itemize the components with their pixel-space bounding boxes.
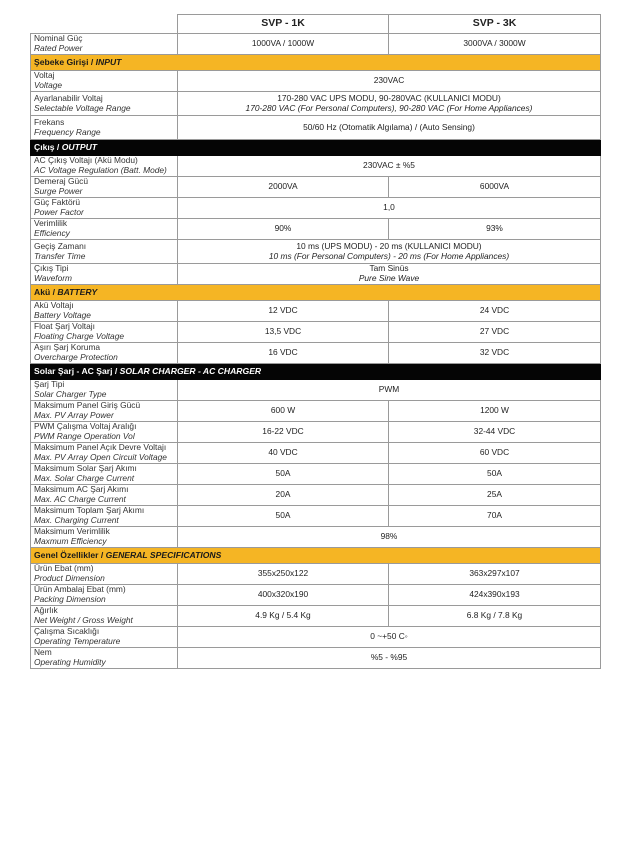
spec-value-3k: 60 VDC xyxy=(389,443,601,464)
header-model-3k: SVP - 3K xyxy=(389,15,601,34)
spec-label xyxy=(31,177,178,198)
spec-row xyxy=(31,219,601,240)
spec-value-3k: 32-44 VDC xyxy=(389,422,601,443)
spec-label-en: Operating Temperature xyxy=(34,636,121,646)
spec-label-en: Max. Solar Charge Current xyxy=(34,473,135,483)
spec-value-text: 0 ~+50 C◦ xyxy=(370,631,408,642)
section-title xyxy=(31,364,601,380)
spec-value-3k: 6.8 Kg / 7.8 Kg xyxy=(389,606,601,627)
spec-row xyxy=(31,648,601,669)
spec-value-1k: 50A xyxy=(178,506,389,527)
spec-label xyxy=(31,156,178,177)
spec-label xyxy=(31,219,178,240)
spec-label xyxy=(31,648,178,669)
spec-label-tr: Verimlilik xyxy=(34,218,68,229)
spec-label xyxy=(31,198,178,219)
spec-row xyxy=(31,116,601,140)
spec-value-text: 10 ms (UPS MODU) - 20 ms (KULLANICI MODU) xyxy=(296,240,482,251)
section-title-tr: Çıkış / xyxy=(34,141,62,152)
spec-label-tr: Float Şarj Voltajı xyxy=(34,321,95,332)
spec-value-shared xyxy=(178,198,601,219)
spec-label xyxy=(31,606,178,627)
spec-value-1k: 600 W xyxy=(178,401,389,422)
spec-label-en: PWM Range Operation Vol xyxy=(34,431,135,441)
spec-value-3k: 25A xyxy=(389,485,601,506)
spec-label xyxy=(31,34,178,55)
spec-label xyxy=(31,485,178,506)
spec-label xyxy=(31,627,178,648)
section-title-tr: Akü / xyxy=(34,286,58,297)
spec-label xyxy=(31,380,178,401)
spec-label xyxy=(31,401,178,422)
spec-value-3k: 6000VA xyxy=(389,177,601,198)
spec-row xyxy=(31,92,601,116)
spec-label xyxy=(31,527,178,548)
spec-value-text: 98% xyxy=(380,531,398,542)
spec-row xyxy=(31,71,601,92)
spec-value-3k: 32 VDC xyxy=(389,343,601,364)
spec-label-tr: Nominal Güç xyxy=(34,33,83,44)
spec-row xyxy=(31,464,601,485)
spec-value-text: Tam Sinüs xyxy=(369,263,409,274)
spec-row xyxy=(31,606,601,627)
spec-value-1k: 4.9 Kg / 5.4 Kg xyxy=(178,606,389,627)
spec-label xyxy=(31,116,178,140)
spec-label-tr: Çalışma Sıcaklığı xyxy=(34,626,100,637)
spec-value-text-en: 170-280 VAC (For Personal Computers), 90-280 VAC (For Home Appliances) xyxy=(245,102,533,113)
spec-label-en: Voltage xyxy=(34,80,63,90)
spec-value-1k: 400x320x190 xyxy=(178,585,389,606)
section-header xyxy=(31,140,601,156)
spec-value-text: 50/60 Hz (Otomatik Algılama) / (Auto Sensing) xyxy=(303,121,475,132)
spec-row xyxy=(31,485,601,506)
spec-value-shared xyxy=(178,92,601,116)
spec-value-shared xyxy=(178,627,601,648)
spec-row xyxy=(31,380,601,401)
spec-label xyxy=(31,92,178,116)
spec-label-en: Frequency Range xyxy=(34,126,101,137)
spec-label xyxy=(31,264,178,285)
spec-label-en: Overcharge Protection xyxy=(34,352,118,362)
spec-value-text: 230VAC ± %5 xyxy=(363,160,415,171)
spec-label-tr: Voltaj xyxy=(34,70,55,81)
spec-label-tr: Ürün Ebat (mm) xyxy=(34,563,94,574)
spec-value-3k: 93% xyxy=(389,219,601,240)
spec-value-3k: 50A xyxy=(389,464,601,485)
spec-label-tr: Nem xyxy=(34,647,52,658)
header-model-1k: SVP - 1K xyxy=(178,15,389,34)
spec-label xyxy=(31,506,178,527)
spec-row xyxy=(31,264,601,285)
spec-label-en: Power Factor xyxy=(34,207,84,217)
spec-label xyxy=(31,585,178,606)
spec-value-text: %5 - %95 xyxy=(370,652,408,663)
spec-label-en: Max. PV Array Open Circuit Voltage xyxy=(34,452,167,462)
spec-row xyxy=(31,527,601,548)
spec-label-tr: Demeraj Gücü xyxy=(34,176,88,187)
spec-label-tr: Şarj Tipi xyxy=(34,379,65,390)
spec-value-1k: 90% xyxy=(178,219,389,240)
spec-label-en: Net Weight / Gross Weight xyxy=(34,615,133,625)
section-title xyxy=(31,55,601,71)
section-title-tr: Solar Şarj - AC Şarj / xyxy=(34,365,120,376)
spec-label-en: Maxmum Efficiency xyxy=(34,536,107,546)
section-title-tr: Genel Özellikler / xyxy=(34,549,106,560)
spec-label-en: Max. PV Array Power xyxy=(34,410,114,420)
spec-row xyxy=(31,627,601,648)
spec-value-text: 230VAC xyxy=(373,75,405,86)
spec-value-3k: 363x297x107 xyxy=(389,564,601,585)
spec-label-tr: Maksimum Panel Açık Devre Voltajı xyxy=(34,442,167,453)
spec-label-tr: Frekans xyxy=(34,116,65,127)
spec-label-tr: PWM Çalışma Voltaj Aralığı xyxy=(34,421,137,432)
spec-value-1k: 50A xyxy=(178,464,389,485)
section-title-en: OUTPUT xyxy=(61,141,98,152)
spec-value-text: PWM xyxy=(378,384,400,395)
spec-label xyxy=(31,301,178,322)
spec-row xyxy=(31,301,601,322)
spec-label-tr: Çıkış Tipi xyxy=(34,263,69,274)
spec-value-1k: 40 VDC xyxy=(178,443,389,464)
spec-value-shared xyxy=(178,116,601,140)
spec-label-en: Operating Humidity xyxy=(34,657,106,667)
spec-label-en: Floating Charge Voltage xyxy=(34,331,125,341)
spec-value-1k: 20A xyxy=(178,485,389,506)
spec-label-en: Product Dimension xyxy=(34,573,105,583)
spec-label xyxy=(31,422,178,443)
spec-row xyxy=(31,343,601,364)
spec-label-en: Efficiency xyxy=(34,228,70,238)
spec-value-text-en: Pure Sine Wave xyxy=(358,273,420,283)
section-header xyxy=(31,364,601,380)
spec-row xyxy=(31,564,601,585)
spec-row xyxy=(31,322,601,343)
spec-label-tr: Akü Voltajı xyxy=(34,300,74,311)
spec-value-text: 1,0 xyxy=(383,202,395,213)
spec-label-en: Max. AC Charge Current xyxy=(34,494,126,504)
spec-label xyxy=(31,464,178,485)
spec-row xyxy=(31,585,601,606)
spec-label xyxy=(31,564,178,585)
spec-value-1k: 12 VDC xyxy=(178,301,389,322)
spec-label-en: AC Voltage Regulation (Batt. Mode) xyxy=(34,165,167,175)
spec-value-3k: 3000VA / 3000W xyxy=(389,34,601,55)
section-title xyxy=(31,285,601,301)
spec-label-en: Rated Power xyxy=(34,43,83,53)
section-title xyxy=(31,140,601,156)
spec-value-shared xyxy=(178,240,601,264)
header-blank xyxy=(31,15,178,34)
spec-value-1k: 16 VDC xyxy=(178,343,389,364)
spec-label-tr: Güç Faktörü xyxy=(34,197,81,208)
spec-label-tr: AC Çıkış Voltajı (Akü Modu) xyxy=(34,155,138,166)
spec-label-tr: Ürün Ambalaj Ebat (mm) xyxy=(34,584,126,595)
spec-body xyxy=(31,34,601,669)
spec-label-en: Solar Charger Type xyxy=(34,389,107,399)
spec-label xyxy=(31,343,178,364)
spec-value-1k: 355x250x122 xyxy=(178,564,389,585)
spec-row xyxy=(31,506,601,527)
spec-value-shared xyxy=(178,648,601,669)
spec-label-en: Transfer Time xyxy=(34,250,86,261)
spec-value-1k: 2000VA xyxy=(178,177,389,198)
spec-label-tr: Maksimum Verimlilik xyxy=(34,526,110,537)
section-title-tr: Şebeke Girişi / xyxy=(34,56,96,67)
spec-value-3k: 24 VDC xyxy=(389,301,601,322)
spec-value-3k: 70A xyxy=(389,506,601,527)
spec-label-en: Selectable Voltage Range xyxy=(34,102,131,113)
section-header xyxy=(31,55,601,71)
spec-row xyxy=(31,240,601,264)
section-title-en: GENERAL SPECIFICATIONS xyxy=(105,549,222,560)
section-title xyxy=(31,548,601,564)
spec-label-tr: Geçiş Zamanı xyxy=(34,240,87,251)
spec-label xyxy=(31,240,178,264)
spec-label-tr: Ağırlık xyxy=(34,605,58,616)
spec-value-text: 170-280 VAC UPS MODU, 90-280VAC (KULLANICI MODU) xyxy=(277,92,501,103)
spec-row xyxy=(31,443,601,464)
spec-value-1k: 1000VA / 1000W xyxy=(178,34,389,55)
section-header xyxy=(31,285,601,301)
spec-label-en: Max. Charging Current xyxy=(34,515,119,525)
section-header xyxy=(31,548,601,564)
spec-value-3k: 27 VDC xyxy=(389,322,601,343)
section-title-en: BATTERY xyxy=(57,286,98,297)
spec-label-tr: Ayarlanabilir Voltaj xyxy=(34,92,103,103)
spec-row xyxy=(31,422,601,443)
spec-value-shared xyxy=(178,380,601,401)
spec-row xyxy=(31,198,601,219)
spec-label-en: Waveform xyxy=(34,273,73,283)
spec-row xyxy=(31,34,601,55)
spec-value-shared xyxy=(178,264,601,285)
spec-label xyxy=(31,71,178,92)
spec-label-en: Battery Voltage xyxy=(34,310,91,320)
spec-row xyxy=(31,401,601,422)
spec-value-3k: 1200 W xyxy=(389,401,601,422)
section-title-en: INPUT xyxy=(95,56,122,67)
spec-row xyxy=(31,156,601,177)
spec-label-en: Packing Dimension xyxy=(34,594,106,604)
section-title-en: SOLAR CHARGER - AC CHARGER xyxy=(119,365,262,376)
spec-value-shared xyxy=(178,71,601,92)
spec-label-tr: Maksimum AC Şarj Akımı xyxy=(34,484,129,495)
spec-label-en: Surge Power xyxy=(34,186,83,196)
spec-table xyxy=(30,14,601,669)
spec-row xyxy=(31,177,601,198)
header-row xyxy=(31,15,601,34)
spec-label-tr: Aşırı Şarj Koruma xyxy=(34,342,101,353)
spec-label-tr: Maksimum Solar Şarj Akımı xyxy=(34,463,137,474)
spec-value-1k: 16-22 VDC xyxy=(178,422,389,443)
spec-value-shared xyxy=(178,527,601,548)
spec-value-1k: 13,5 VDC xyxy=(178,322,389,343)
spec-value-3k: 424x390x193 xyxy=(389,585,601,606)
spec-label xyxy=(31,322,178,343)
spec-label-tr: Maksimum Panel Giriş Gücü xyxy=(34,400,141,411)
spec-label xyxy=(31,443,178,464)
spec-value-text-en: 10 ms (For Personal Computers) - 20 ms (For Home Appliances) xyxy=(268,250,510,261)
spec-value-shared xyxy=(178,156,601,177)
spec-label-tr: Maksimum Toplam Şarj Akımı xyxy=(34,505,145,516)
